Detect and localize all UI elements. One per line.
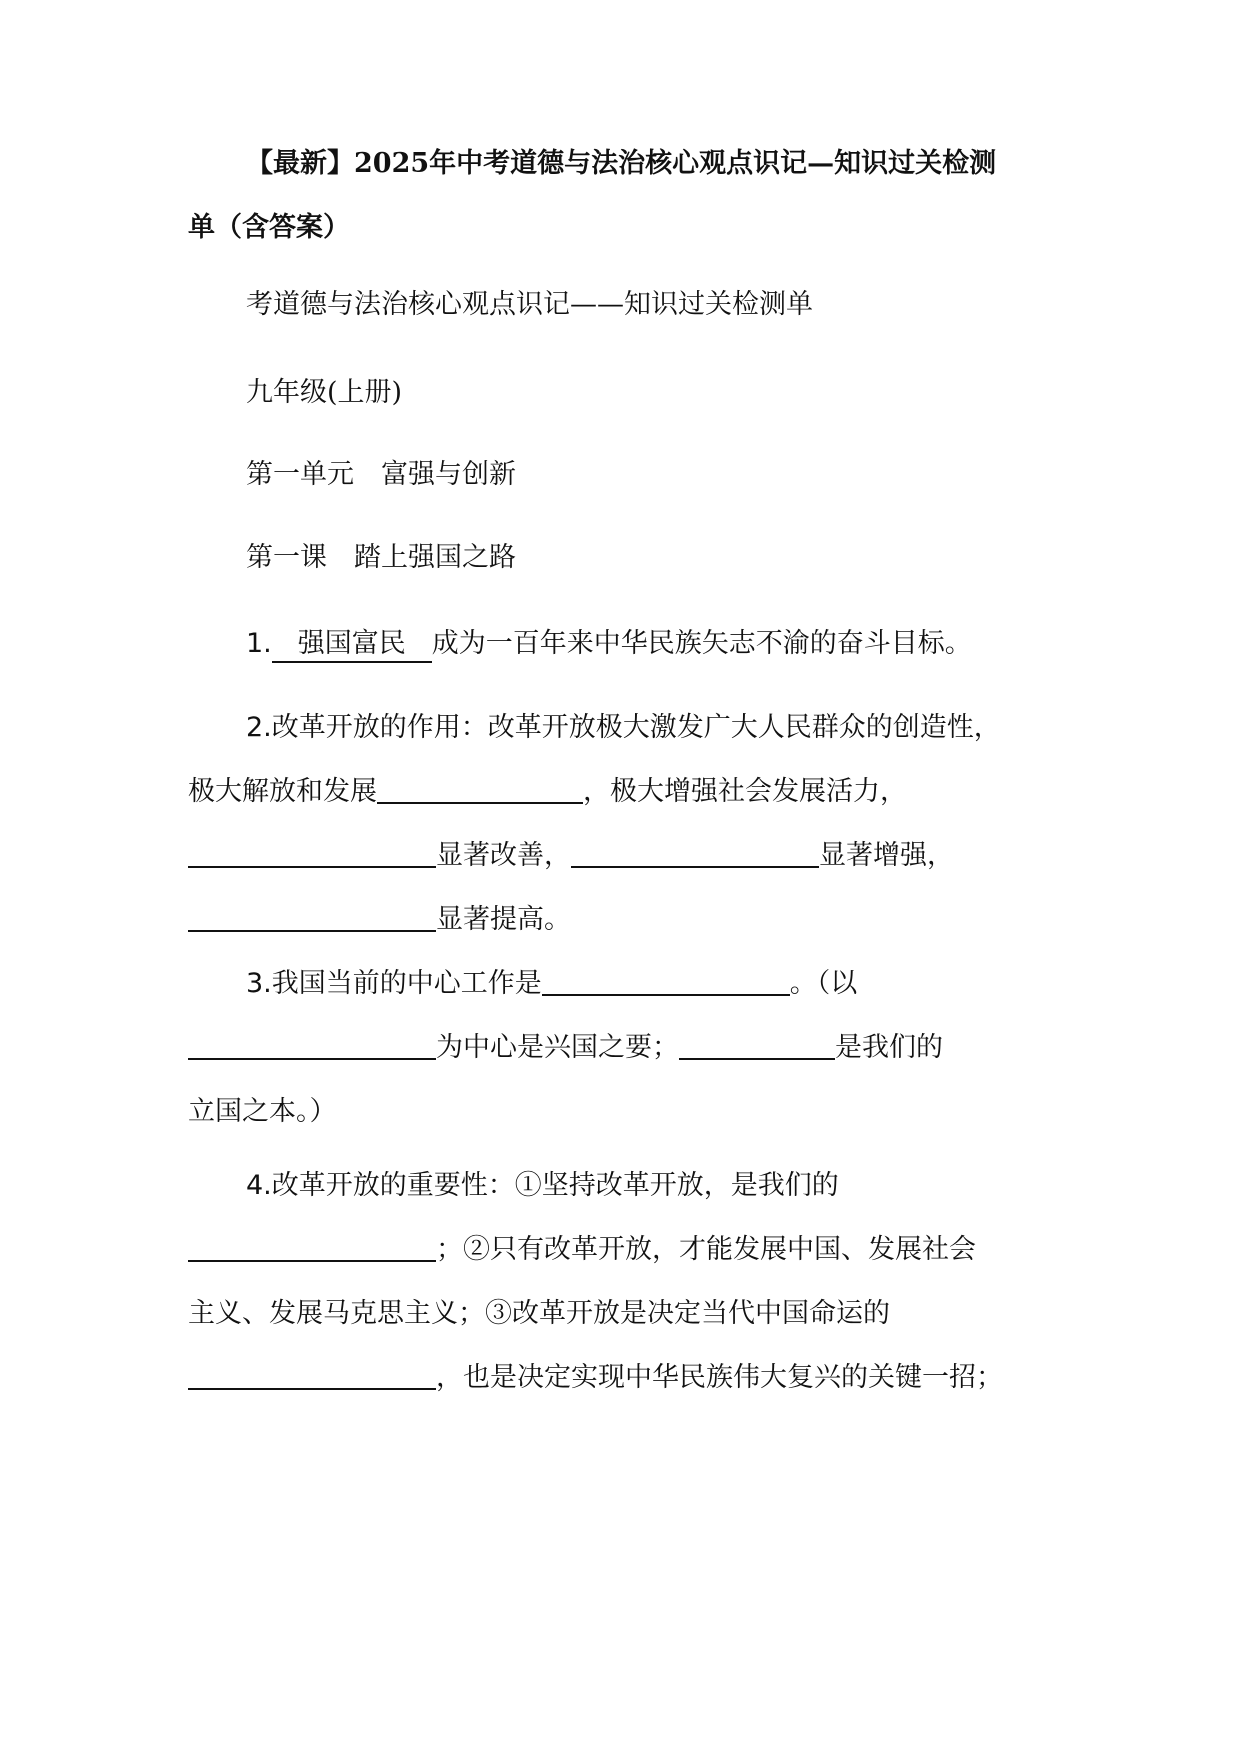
q2-keyword: 改革开放的作用: [271, 712, 461, 743]
q2-blank-4[interactable]: [188, 900, 436, 932]
question-2: [188, 696, 1068, 952]
q4-intro: ：①坚持改革开放，是我们的: [487, 1170, 839, 1201]
q1-keyword: 奋斗目标: [836, 628, 945, 659]
q4-keyword: 改革开放的重要性: [271, 1170, 488, 1201]
q3-number: 3.: [246, 968, 272, 999]
q2-line2-a: 极大解放和发展: [188, 776, 377, 807]
title-line-1: 【最新】2025年中考道德与法治核心观点识记—知识过关检测: [246, 148, 997, 179]
document-title: [188, 132, 1068, 260]
title-line-2: 单（含答案）: [188, 212, 350, 243]
q3-pre: 我国当前的: [271, 968, 407, 999]
q3-line2-b: 是我们的: [835, 1032, 943, 1063]
q2-line3-a: 显著改善，: [436, 840, 571, 871]
unit-heading: 第一单元 富强与创新: [246, 459, 516, 490]
question-1: [188, 612, 1126, 676]
q4-line2: ；②只有改革开放，才能发展中国、发展社会: [436, 1234, 976, 1265]
q4-blank-1[interactable]: [188, 1230, 436, 1262]
q3-blank-1[interactable]: [542, 964, 790, 996]
q1-text: 成为一百年来中华民族矢志不渝的: [431, 628, 837, 659]
question-3: [188, 952, 1068, 1144]
q4-blank-2[interactable]: [188, 1358, 436, 1390]
q2-line4: 显著提高。: [436, 904, 571, 935]
q4-line3: 主义、发展马克思主义；③改革开放是决定当代中国命运的: [188, 1298, 890, 1329]
grade-heading: 九年级(上册): [246, 377, 403, 408]
q2-blank-1[interactable]: [377, 772, 583, 804]
subtitle: 考道德与法治核心观点识记——知识过关检测单: [246, 289, 813, 320]
q1-end: 。: [944, 628, 972, 659]
question-4: [188, 1154, 1068, 1410]
q1-answer-blank[interactable]: 强国富民: [272, 627, 432, 663]
q3-line2-a: 为中心是兴国之要；: [436, 1032, 679, 1063]
q3-blank-2[interactable]: [188, 1028, 436, 1060]
q3-is: 是: [514, 968, 542, 999]
q2-blank-3[interactable]: [571, 836, 819, 868]
q2-number: 2.: [246, 712, 272, 743]
q3-blank-3[interactable]: [679, 1028, 835, 1060]
q4-number: 4.: [246, 1170, 272, 1201]
q2-blank-2[interactable]: [188, 836, 436, 868]
q4-line4: ，也是决定实现中华民族伟大复兴的关键一招；: [436, 1362, 1003, 1393]
q2-intro: ：改革开放极大激发广大人民群众的创造性，: [460, 712, 1001, 743]
lesson-heading: 第一课 踏上强国之路: [246, 542, 516, 573]
q3-after: 。（以: [789, 968, 858, 999]
q1-number: 1.: [246, 628, 272, 659]
q3-line3: 立国之本。）: [188, 1096, 337, 1127]
q3-keyword: 中心工作: [406, 968, 515, 999]
q2-line3-b: 显著增强，: [819, 840, 954, 871]
q2-line2-b: ，极大增强社会发展活力，: [583, 776, 907, 807]
